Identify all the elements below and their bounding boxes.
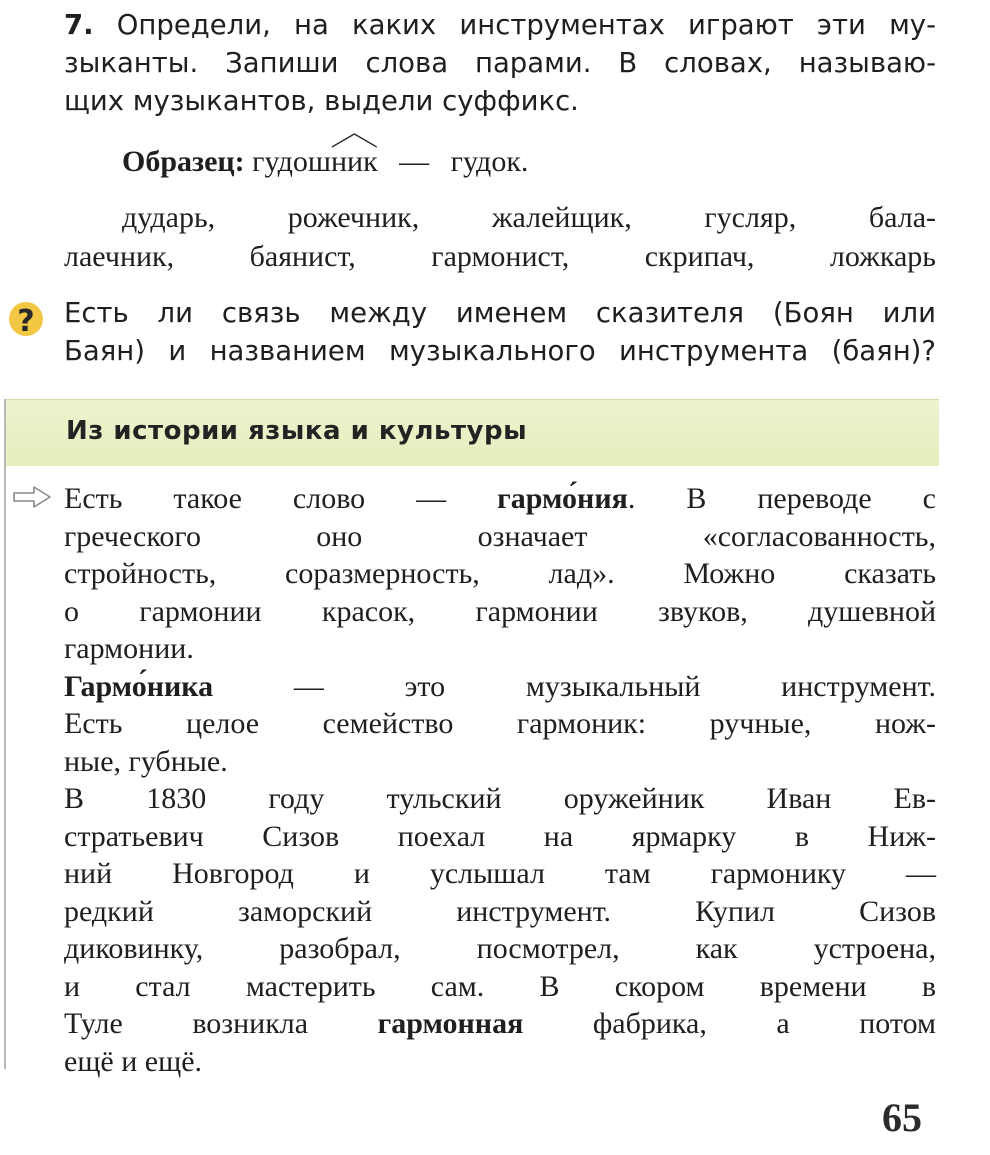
sample-dash: —: [399, 145, 430, 178]
body-line: редкий заморский инструмент. Купил Сизов: [64, 894, 936, 928]
body-line: и стал мастерить сам. В скором времени в: [64, 969, 936, 1003]
body-line: ещё и ещё.: [64, 1044, 203, 1078]
body-line: Гармо́ника — это музыкальный инструмент.: [64, 669, 936, 703]
suffix-arc-icon: [331, 132, 378, 148]
sample-word: гудош ник: [252, 145, 377, 178]
body-line: В 1830 году тульский оружейник Иван Ев-: [64, 782, 936, 815]
sample-label: Образец:: [122, 145, 245, 178]
body-line: диковинку, разобрал, посмотрел, как устроена,: [64, 932, 936, 965]
body-line: ний Новгород и услышал там гармонику —: [64, 857, 936, 890]
body-line: о гармонии красок, гармонии звуков, душевной: [64, 594, 936, 628]
term-garmonnaya: гармонная: [377, 1007, 524, 1040]
body-line: стройность, соразмерность, лад». Можно сказать: [64, 557, 936, 590]
task-line: щих музыкантов, выдели суффикс.: [64, 85, 579, 117]
question-block: [64, 294, 936, 370]
term-garmonia: гармо́ния: [497, 482, 628, 515]
word-list-line: дударь, рожечник, жалейщик, гусляр, бала-: [122, 201, 936, 234]
history-header-band: [6, 399, 939, 466]
body-line: греческого оно означает «согласованность,: [64, 519, 936, 553]
suffix-mark: ник: [331, 142, 378, 182]
history-title: Из истории языка и культуры: [66, 416, 528, 446]
task-number: 7.: [64, 9, 94, 41]
arrow-right-outline-icon: [12, 485, 52, 509]
sample-pair: гудок.: [450, 145, 529, 178]
task-line: зыканты. Запиши слова парами. В словах, называю-: [64, 47, 936, 79]
term-garmonika: Гармо́ника: [64, 669, 214, 703]
body-line: гармонии.: [64, 632, 194, 665]
sample-line: [122, 142, 528, 182]
body-line: Есть целое семейство гармоник: ручные, нож-: [64, 707, 936, 740]
task-7: [64, 6, 936, 120]
word-list-line: лаечник, баянист, гармонист, скрипач, ложкарь: [64, 240, 936, 273]
word-list: [64, 198, 936, 276]
question-line: Есть ли связь между именем сказителя (Боян или: [64, 297, 936, 329]
task-line: 7. Определи, на каких инструментах играют эти му-: [64, 9, 937, 41]
body-line: Есть такое слово — гармо́ния. В переводе с: [64, 482, 936, 515]
history-body: [64, 480, 936, 1080]
page-number: 65: [882, 1095, 922, 1140]
question-line: Баян) и названием музыкального инструмента (баян)?: [64, 335, 936, 367]
body-line: стратьевич Сизов поехал на ярмарку в Ниж-: [64, 819, 936, 853]
body-line: Туле возникла гармонная фабрика, а потом: [64, 1007, 936, 1040]
question-mark-icon: [6, 298, 46, 340]
svg-text:?: ?: [17, 304, 35, 339]
body-line: ные, губные.: [64, 744, 228, 778]
